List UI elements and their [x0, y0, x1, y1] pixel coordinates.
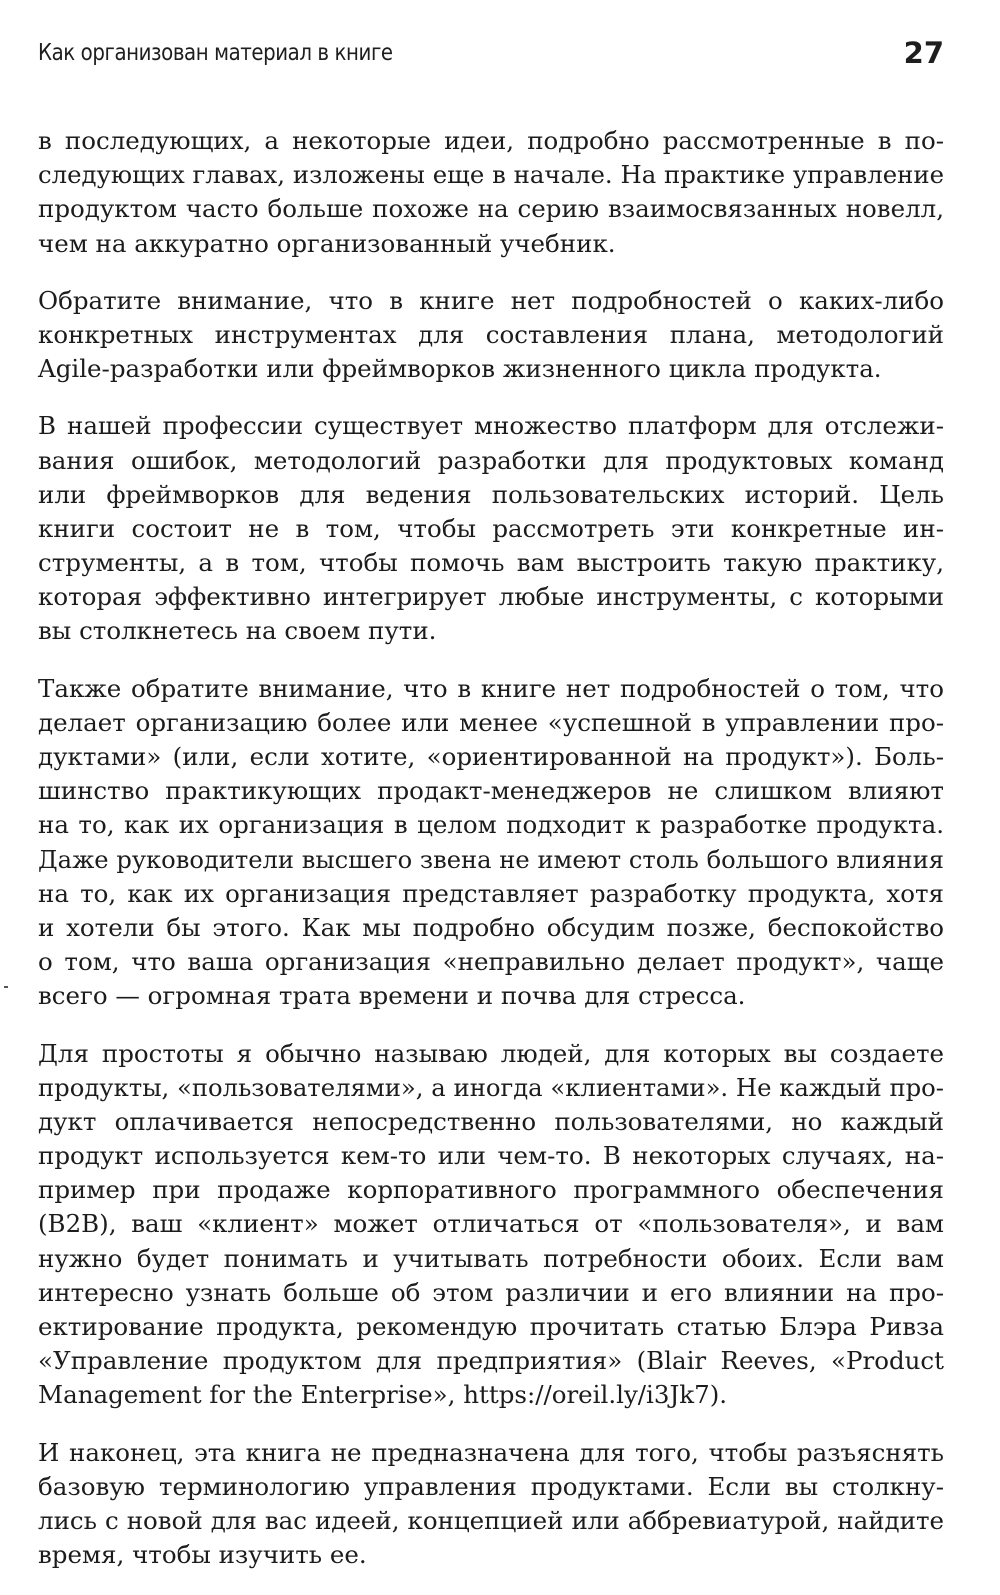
text-line: дукт оплачивается непосредственно пользователями, но каждый: [38, 1106, 944, 1136]
body-text: [38, 124, 944, 1595]
paragraph: [38, 409, 944, 648]
margin-mark: [4, 986, 8, 988]
text-line: чем на аккуратно организованный учебник.: [38, 228, 616, 258]
text-line: ектирование продукта, рекомендую прочитать статью Блэра Ривза: [38, 1312, 944, 1341]
text-line: которая эффективно интегрирует любые инструменты, с которыми: [38, 582, 944, 612]
text-line: или фреймворков для ведения пользовательских историй. Цель: [38, 479, 944, 509]
text-line: В нашей профессии существует множество платформ для отслежи-: [38, 411, 944, 441]
running-header: [38, 36, 944, 76]
paragraph: [38, 1037, 944, 1413]
paragraph: [38, 284, 944, 387]
text-line: делает организацию более или менее «успешной в управлении про-: [38, 707, 944, 737]
text-line: Также обратите внимание, что в книге нет подробностей о том, что: [38, 673, 944, 703]
text-line: конкретных инструментах для составления плана, методологий: [38, 319, 944, 349]
chapter-section-title: Как организован материал в книге: [38, 40, 393, 66]
page-number: 27: [903, 36, 944, 70]
text-line: Agile-разработки или фреймворков жизненного цикла продукта.: [38, 354, 882, 384]
text-line: лись с новой для вас идеей, концепцией или аббревиатурой, найдите: [38, 1505, 944, 1535]
text-line: книги состоит не в том, чтобы рассмотреть эти конкретные ин-: [38, 513, 944, 543]
paragraph: [38, 1436, 944, 1573]
text-line: базовую терминологию управления продуктами. Если вы столкну-: [38, 1471, 944, 1501]
paragraph: [38, 672, 944, 1014]
text-line: продукты, «пользователями», а иногда «клиентами». Не каждый про-: [38, 1072, 944, 1102]
text-line: интересно узнать больше об этом различии и его влиянии на про-: [38, 1277, 944, 1307]
text-line: И наконец, эта книга не предназначена для того, чтобы разъяснять: [38, 1437, 944, 1467]
text-line: на то, как их организация представляет разработку продукта, хотя: [38, 878, 944, 908]
text-line: следующих главах, изложены еще в начале. На практике управление: [38, 160, 944, 190]
text-line: продуктом часто больше похоже на серию взаимосвязанных новелл,: [38, 194, 944, 224]
text-line: продукт используется кем-то или чем-то. В некоторых случаях, на-: [38, 1141, 944, 1171]
text-line: (B2B), ваш «клиент» может отличаться от «пользователя», и вам: [38, 1209, 944, 1239]
text-line: струменты, а в том, чтобы помочь вам выстроить такую практику,: [38, 548, 944, 578]
text-line: о том, что ваша организация «неправильно делает продукт», чаще: [38, 947, 944, 977]
text-line: Для простоты я обычно называю людей, для которых вы создаете: [38, 1038, 944, 1068]
text-line: на то, как их организация в целом подходит к разработке продукта.: [38, 810, 944, 840]
text-line: дуктами» (или, если хотите, «ориентированной на продукт»). Боль-: [38, 742, 944, 771]
text-line: в последующих, а некоторые идеи, подробно рассмотренные в по-: [38, 126, 944, 155]
text-line: «Управление продуктом для предприятия» (Blair Reeves, «Product: [38, 1346, 944, 1376]
text-line: нужно будет понимать и учитывать потребности обоих. Если вам: [38, 1243, 944, 1273]
text-line: шинство практикующих продакт-менеджеров не слишком влияют: [38, 776, 944, 806]
text-line: и хотели бы этого. Как мы подробно обсудим позже, беспокойство: [38, 912, 944, 942]
text-line: вы столкнетесь на своем пути.: [38, 616, 437, 646]
text-line: время, чтобы изучить ее.: [38, 1540, 367, 1570]
text-line: вания ошибок, методологий разработки для продуктовых команд: [38, 445, 944, 475]
paragraph: [38, 124, 944, 261]
text-line: Даже руководители высшего звена не имеют столь большого влияния: [38, 845, 944, 874]
text-line: Management for the Enterprise», https://oreil.ly/i3Jk7).: [38, 1380, 728, 1410]
text-line: всего — огромная трата времени и почва для стресса.: [38, 981, 746, 1011]
text-line: Обратите внимание, что в книге нет подробностей о каких-либо: [38, 285, 944, 315]
text-line: пример при продаже корпоративного программного обеспечения: [38, 1175, 944, 1205]
